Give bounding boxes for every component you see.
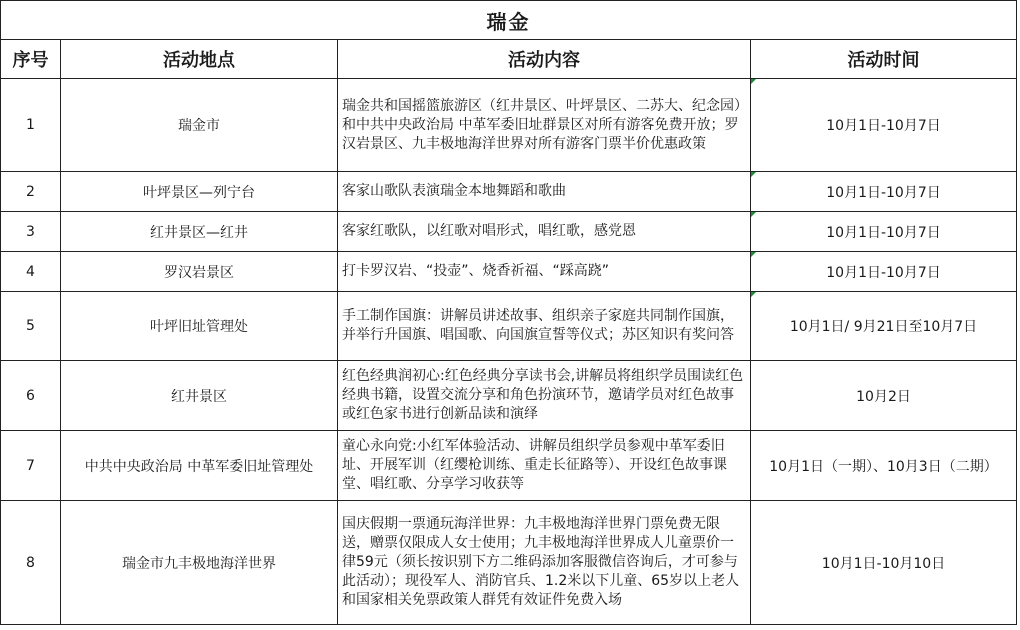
row-content: 客家红歌队，以红歌对唱形式，唱红歌，感党恩 bbox=[338, 212, 751, 252]
row-location: 瑞金市九丰极地海洋世界 bbox=[61, 501, 338, 625]
row-location: 罗汉岩景区 bbox=[61, 252, 338, 292]
row-time: 10月1日/ 9月21日至10月7日 bbox=[789, 319, 978, 335]
row-index: 2 bbox=[1, 172, 61, 212]
table-row bbox=[1, 361, 1017, 431]
table-row bbox=[1, 172, 1017, 212]
row-time: 10月1日-10月7日 bbox=[826, 184, 941, 201]
row-content: 打卡罗汉岩、“投壶”、烧香祈福、“踩高跷” bbox=[338, 252, 751, 292]
row-content: 客家山歌队表演瑞金本地舞蹈和歌曲 bbox=[338, 172, 751, 212]
row-content: 红色经典润初心:红色经典分享读书会,讲解员将组织学员围读红色经典书籍，设置交流分享和角色扮演环节，邀请学员对红色故事或红色家书进行创新品读和演绎 bbox=[338, 361, 751, 431]
row-time: 10月1日-10月7日 bbox=[826, 264, 941, 281]
table-row bbox=[1, 79, 1017, 172]
table-row bbox=[1, 212, 1017, 252]
row-index: 7 bbox=[1, 431, 61, 501]
row-index: 4 bbox=[1, 252, 61, 292]
header-location: 活动地点 bbox=[61, 40, 338, 79]
table-row bbox=[1, 431, 1017, 501]
table-row bbox=[1, 501, 1017, 625]
row-content: 国庆假期一票通玩海洋世界：九丰极地海洋世界门票免费无限送，赠票仅限成人女士使用；九丰极地海洋世界成人儿童票价一律59元（须长按识别下方二维码添加客服微信咨询后，才可参与此活动）；现役军人、消防官兵、1.2米以下儿童、65岁以上老人和国家相关免票政策人群凭有效证件免费入场 bbox=[338, 501, 751, 625]
row-location: 红井景区—红井 bbox=[61, 212, 338, 252]
header-row bbox=[1, 40, 1017, 79]
row-content: 童心永向党:小红军体验活动、讲解员组织学员参观中革军委旧址、开展军训（红缨枪训练、重走长征路等）、开设红色故事课堂、唱红歌、分享学习收获等 bbox=[338, 431, 751, 501]
table-row bbox=[1, 252, 1017, 292]
row-location: 红井景区 bbox=[61, 361, 338, 431]
row-location: 叶坪景区—列宁台 bbox=[61, 172, 338, 212]
row-index: 3 bbox=[1, 212, 61, 252]
header-index: 序号 bbox=[1, 40, 61, 79]
row-time: 10月2日 bbox=[856, 388, 911, 405]
row-content: 手工制作国旗：讲解员讲述故事、组织亲子家庭共同制作国旗，并举行升国旗、唱国歌、向国旗宣誓等仪式；苏区知识有奖问答 bbox=[338, 292, 751, 361]
row-index: 6 bbox=[1, 361, 61, 431]
row-time: 10月1日-10月7日 bbox=[826, 118, 941, 134]
row-location: 瑞金市 bbox=[61, 79, 338, 172]
header-time: 活动时间 bbox=[751, 40, 1017, 79]
row-index: 1 bbox=[1, 79, 61, 172]
row-index: 5 bbox=[1, 292, 61, 361]
table-row bbox=[1, 292, 1017, 361]
row-time: 10月1日-10月7日 bbox=[826, 224, 941, 241]
table-title: 瑞金 bbox=[1, 1, 1017, 40]
row-location: 中共中央政治局 中革军委旧址管理处 bbox=[61, 431, 338, 501]
row-time: 10月1日（一期）、10月3日（二期） bbox=[769, 458, 998, 475]
row-index: 8 bbox=[1, 501, 61, 625]
row-time: 10月1日-10月10日 bbox=[821, 555, 946, 572]
header-content: 活动内容 bbox=[338, 40, 751, 79]
row-content: 瑞金共和国摇篮旅游区（红井景区、叶坪景区、二苏大、纪念园）和中共中央政治局 中革军委旧址群景区对所有游客免费开放；罗汉岩景区、九丰极地海洋世界对所有游客门票半价优惠政策 bbox=[338, 79, 751, 172]
row-location: 叶坪旧址管理处 bbox=[61, 292, 338, 361]
